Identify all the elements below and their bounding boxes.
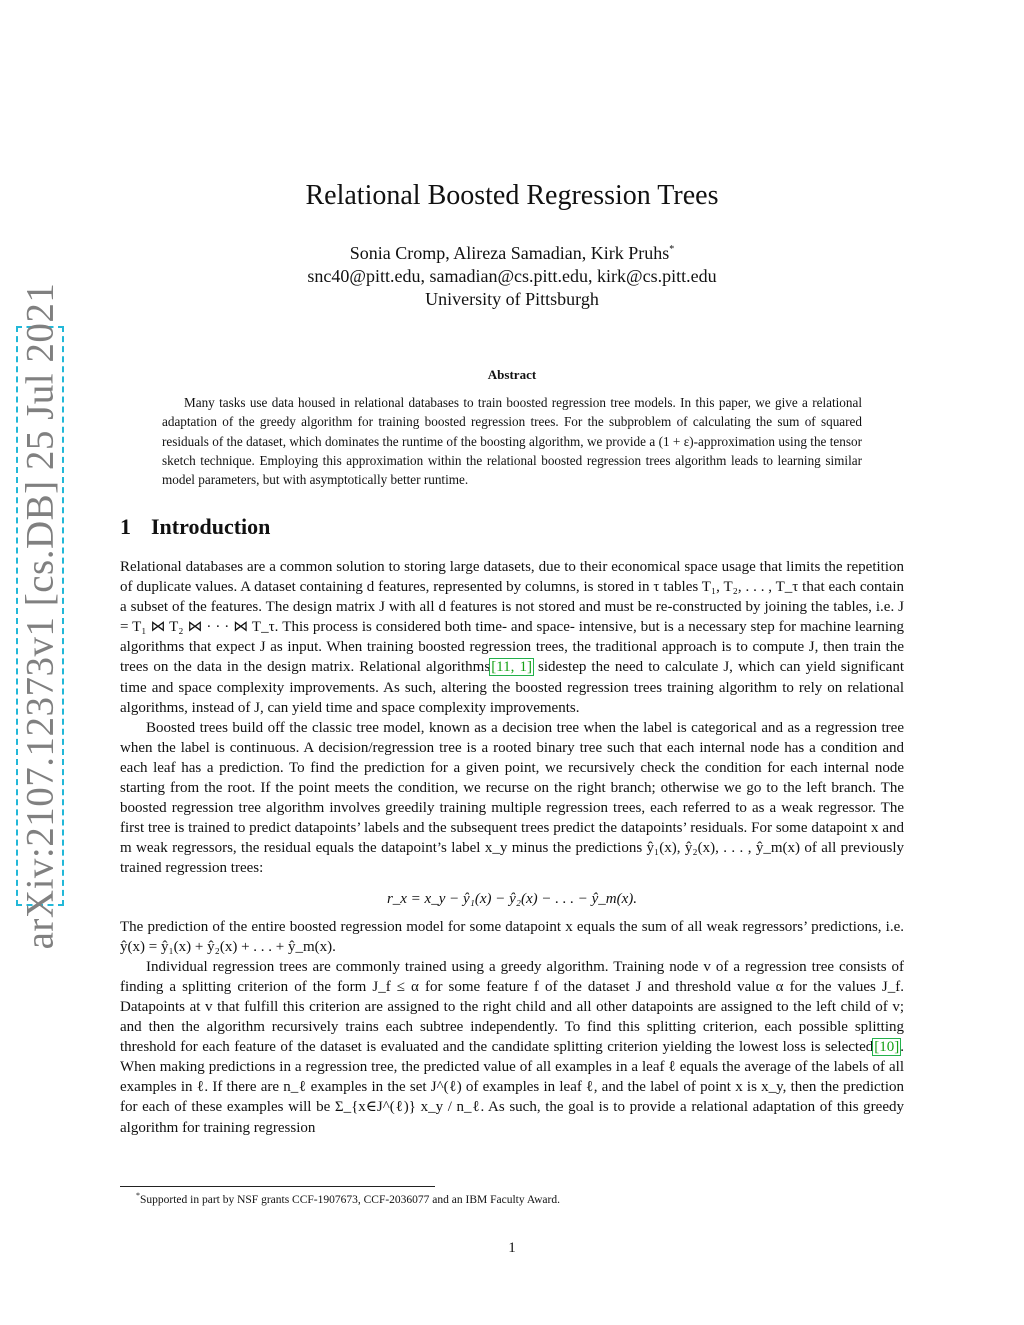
abstract-heading: Abstract — [487, 367, 537, 382]
section-title: Introduction — [151, 514, 271, 539]
body-text — [120, 557, 904, 1138]
author-block — [0, 238, 1024, 311]
paper-title: Relational Boosted Regression Trees — [305, 180, 719, 211]
author-footnote-mark: * — [669, 244, 675, 255]
paragraph-4-text-a: Individual regression trees are commonly trained using a greedy algorithm. Training node v of a regression tree consists of finding a splitting criterion of the form J_f ≤ α for some feature f of the dataset J and threshold value α for the values J_f. Datapoints at v that fulfill this criterion are assigned to the right child and all other datapoints are assigned to the left child of v; and then the algorithm recursively trains each subtree independently. To find this splitting criterion, each possible splitting threshold for each feature of the dataset is evaluated and the candidate splitting criterion yielding the lowest loss is selected — [120, 958, 904, 1056]
abstract-body: Many tasks use data housed in relational databases to train boosted regression tree models. In this paper, we give a relational adaptation of the greedy algorithm for training boosted regression trees. For the subproblem of calculating the sum of squared residuals of the dataset, which dominates the runtime of the boosting algorithm, we provide a (1 + ε)-approximation using the tensor sketch technique. Employing this approximation within the relational boosted regression trees algorithm leads to learning similar model parameters, but with asymptotically better runtime. — [162, 395, 862, 488]
paragraph-3: The prediction of the entire boosted regression model for some datapoint x equals the sum of all weak regressors’ predictions, i.e. ŷ(x) = ŷ₁(x) + ŷ₂(x) + . . . + ŷ_m(x). — [120, 918, 904, 955]
footnote — [136, 1191, 560, 1206]
paragraph-1-text-a: Relational databases are a common solution to storing large datasets, due to their economical space usage that limits the repetition of duplicate values. A dataset containing d features, represented by columns, is stored in τ tables T₁, T₂, . . . , T_τ that each contain a subset of the features. The design matrix J with all d features is not stored and must be re-constructed by joining the tables, i.e. J = T₁ ⋈ T₂ ⋈ · · · ⋈ T_τ. This process is considered both time- and space- intensive, but is a necessary step for machine learning algorithms that expect J as input. When training boosted regression trees, the traditional approach is to compute J, then train the trees on the data in the design matrix. Relational algorithms — [120, 559, 904, 676]
residual-equation: r_x = x_y − ŷ₁(x) − ŷ₂(x) − . . . − ŷ_m(x). — [386, 890, 638, 907]
footnote-rule — [120, 1186, 435, 1187]
author-names: Sonia Cromp, Alireza Samadian, Kirk Pruhs — [349, 243, 670, 263]
section-number: 1 — [120, 514, 131, 539]
paragraph-4-text-b: . When making predictions in a regression tree, the predicted value of all examples in a leaf ℓ equals the average of the labels of all examples in ℓ. If there are n_ℓ examples in the set J^(ℓ) of examples in leaf ℓ, and the label of point x is x_y, then the prediction for each of these examples will be Σ_{x∈J^(ℓ)} x_y / n_ℓ. As such, the goal is to provide a relational adaptation of this greedy algorithm for training regression — [120, 1039, 904, 1136]
citation-link[interactable]: [11, 1] — [491, 659, 532, 676]
paragraph-1 — [120, 557, 904, 718]
paragraph-1-text-b: sidestep the need to calculate J, which can yield significant time and space complexity improvements. As such, altering the boosted regression trees training algorithm to rely on relational algorithms, instead of J, can yield time and space complexity improvements. — [120, 659, 905, 716]
footnote-text: Supported in part by NSF grants CCF-1907673, CCF-2036077 and an IBM Faculty Award. — [140, 1193, 560, 1206]
arxiv-stamp[interactable] — [16, 282, 64, 950]
citation-link[interactable]: [10] — [874, 1039, 900, 1056]
page-number: 1 — [508, 1240, 516, 1256]
author-emails: snc40@pitt.edu, samadian@cs.pitt.edu, kirk@cs.pitt.edu — [307, 266, 717, 286]
paragraph-4 — [120, 957, 904, 1138]
arxiv-stamp-text: arXiv:2107.12373v1 [cs.DB] 25 Jul 2021 — [18, 282, 62, 950]
author-names-line — [0, 238, 1024, 265]
section-heading — [120, 514, 270, 540]
author-affiliation: University of Pittsburgh — [425, 289, 599, 309]
paragraph-2: Boosted trees build off the classic tree model, known as a decision tree when the label is categorical and as a regression tree when the label is continuous. A decision/regression tree is a rooted binary tree such that each internal node has a condition and each leaf has a prediction. To find the prediction for a given point, we recursively check the condition for each internal node starting from the root. If the point meets the condition, we recurse on the right branch; otherwise we go to the left branch. The boosted regression tree algorithm involves greedily training multiple regression trees, each referred to as a weak regressor. The first tree is trained to predict datapoints’ labels and the subsequent trees predict the datapoints’ residuals. For some datapoint x and m weak regressors, the residual equals the datapoint’s label x_y minus the predictions ŷ₁(x), ŷ₂(x), . . . , ŷ_m(x) of all previously trained regression trees: — [120, 719, 904, 877]
footnote-mark: * — [136, 1191, 140, 1200]
